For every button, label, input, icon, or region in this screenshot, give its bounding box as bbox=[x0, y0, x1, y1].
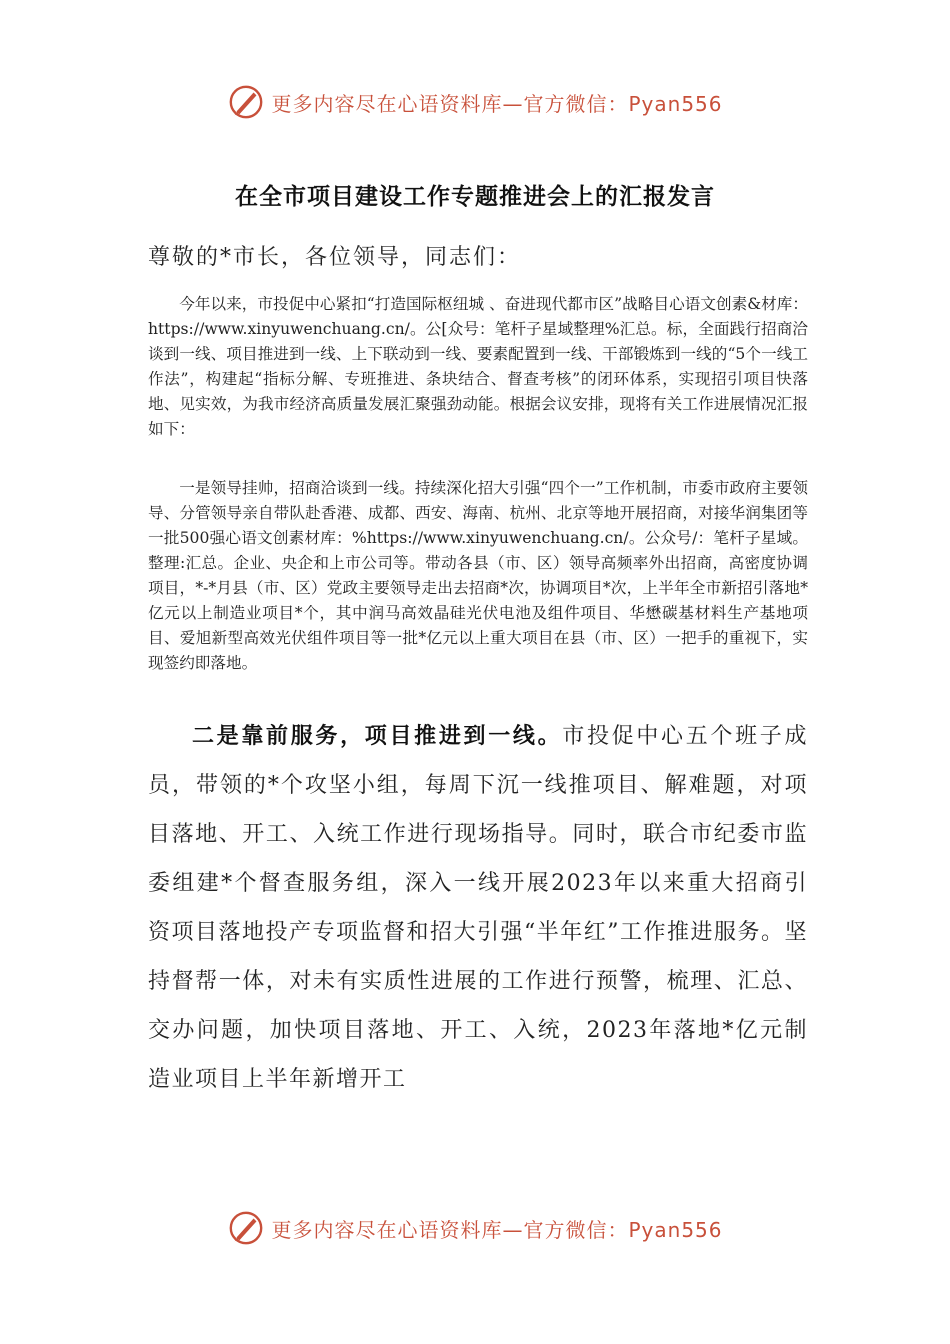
paragraph-service-lead: 二是靠前服务，项目推进到一线。 bbox=[192, 723, 563, 749]
pen-logo-icon bbox=[227, 1209, 265, 1247]
salutation: 尊敬的*市长，各位领导，同志们： bbox=[148, 245, 522, 270]
paragraph-service-body: 市投促中心五个班子成员，带领的*个攻坚小组，每周下沉一线推项目、解难题，对项目落地、开工、入统工作进行现场指导。同时，联合市纪委市监委组建*个督查服务组，深入一线开展2023年以来重大招商引资项目落地投产专项监督和招大引强“半年红”工作推进服务。坚持督帮一体，对未有实质性进展的工作进行预警，梳理、汇总、交办问题，加快项目落地、开工、入统，2023年落地*亿元制造业项目上半年新增开工 bbox=[148, 724, 808, 1092]
wechat-id: Pyan556 bbox=[628, 91, 723, 116]
wechat-id: Pyan556 bbox=[628, 1217, 723, 1242]
header-banner bbox=[0, 82, 950, 122]
document-title: 在全市项目建设工作专题推进会上的汇报发言 bbox=[235, 184, 715, 210]
paragraph-leadership: 一是领导挂帅，招商洽谈到一线。持续深化招大引强“四个一”工作机制，市委市政府主要领导、分管领导亲自带队赴香港、成都、西安、海南、杭州、北京等地开展招商，对接华润集团等一批500强心语文创素材库：%https://www.xinyuwenchuang.cn/。公众号/：笔杆子星域。整理:汇总。企业、央企和上市公司等。带动各县（市、区）领导高频率外出招商，高密度协调项目，*-*月县（市、区）党政主要领导走出去招商*次，协调项目*次，上半年全市新招引落地*亿元以上制造业项目*个，其中润马高效晶硅光伏电池及组件项目、华懋碳基材料生产基地项目、爱旭新型高效光伏组件项目等一批*亿元以上重大项目在县（市、区）一把手的重视下，实现签约即落地。 bbox=[148, 479, 808, 672]
banner-text: 更多内容尽在心语资料库—官方微信：Pyan556 bbox=[271, 91, 723, 116]
footer-banner bbox=[0, 1208, 950, 1248]
paragraph-intro: 今年以来，市投促中心紧扣“打造国际枢纽城 、奋进现代都市区”战略目心语文创素&材库：https://www.xinyuwenchuang.cn/。公[众号：笔杆子星域整理%汇总。标，全面践行招商洽谈到一线、项目推进到一线、上下联动到一线、要素配置到一线、干部锻炼到一线的“5个一线工作法”，构建起“指标分解、专班推进、条块结合、督查考核”的闭环体系，实现招引项目快落地、见实效，为我市经济高质量发展汇聚强劲动能。根据会议安排，现将有关工作进展情况汇报如下： bbox=[148, 295, 808, 438]
paragraph-service bbox=[148, 712, 808, 1104]
pen-logo-icon bbox=[227, 83, 265, 121]
banner-text: 更多内容尽在心语资料库—官方微信：Pyan556 bbox=[271, 1217, 723, 1242]
